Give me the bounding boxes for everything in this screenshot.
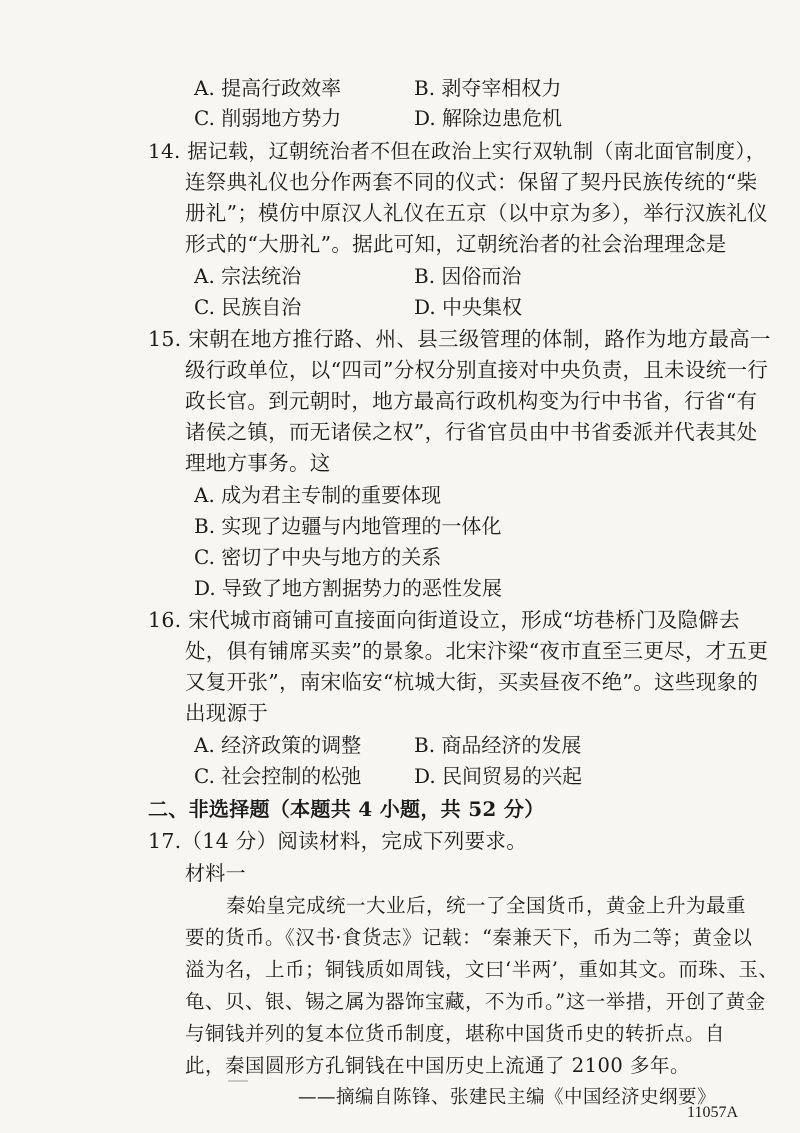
q14-line-4: 形式的“大册礼”。据此可知，辽朝统治者的社会治理理念是 bbox=[185, 232, 727, 256]
scan-mark bbox=[228, 1080, 248, 1082]
q15-line-2: 级行政单位，以“四司”分权分别直接对中央负责，且未设统一行 bbox=[185, 358, 769, 382]
q17-material-line-1: 秦始皇完成统一大业后，统一了全国货币，黄金上升为最重 bbox=[226, 894, 747, 917]
q13-option-c: C. 削弱地方势力 bbox=[194, 106, 342, 130]
q16-line-3: 又复开张”，南宋临安“杭城大街，买卖昼夜不绝”。这些现象的 bbox=[185, 670, 759, 694]
q15-line-1: 15. 宋朝在地方推行路、州、县三级管理的体制，路作为地方最高一 bbox=[148, 327, 771, 351]
q17-source-citation: ——摘编自陈锋、张建民主编《中国经济史纲要》 bbox=[298, 1087, 717, 1108]
q15-line-5: 理地方事务。这 bbox=[185, 451, 331, 475]
q15-option-b: B. 实现了边疆与内地管理的一体化 bbox=[194, 514, 502, 538]
q13-option-a: A. 提高行政效率 bbox=[194, 76, 342, 100]
q14-line-1: 14. 据记载，辽朝统治者不但在政治上实行双轨制（南北面官制度）， bbox=[148, 139, 767, 163]
q14-line-2: 连祭典礼仪也分作两套不同的仪式：保留了契丹民族传统的“柴 bbox=[185, 170, 758, 194]
q16-option-d: D. 民间贸易的兴起 bbox=[414, 764, 583, 788]
q14-option-c: C. 民族自治 bbox=[194, 295, 302, 319]
section-2-heading: 二、非选择题（本题共 4 小题，共 52 分） bbox=[148, 797, 545, 821]
q15-line-3: 政长官。到元朝时，地方最高行政机构变为行中书省，行省“有 bbox=[185, 389, 758, 413]
q14-line-3: 册礼”；模仿中原汉人礼仪在五京（以中京为多），举行汉族礼仪 bbox=[185, 201, 768, 225]
q17-material-line-4: 龟、贝、银、锡之属为器饰宝藏，不为币。”这一举措，开创了黄金 bbox=[185, 990, 766, 1013]
q16-line-4: 出现源于 bbox=[185, 701, 269, 725]
q14-option-b: B. 因俗而治 bbox=[414, 264, 522, 288]
q15-option-d: D. 导致了地方割据势力的恶性发展 bbox=[194, 576, 503, 600]
q14-option-a: A. 宗法统治 bbox=[194, 264, 302, 288]
q15-line-4: 诸侯之镇，而无诸侯之权”，行省官员由中书省委派并代表其处 bbox=[185, 420, 758, 444]
q17-material-line-5: 与铜钱并列的复本位货币制度，堪称中国货币史的转折点。自 bbox=[185, 1022, 726, 1045]
q15-option-a: A. 成为君主专制的重要体现 bbox=[194, 483, 442, 507]
q15-option-c: C. 密切了中央与地方的关系 bbox=[194, 545, 442, 569]
q16-line-1: 16. 宋代城市商铺可直接面向街道设立，形成“坊巷桥门及隐僻去 bbox=[148, 608, 740, 632]
q13-option-d: D. 解除边患危机 bbox=[414, 106, 563, 130]
q17-material-line-6: 此，秦国圆形方孔铜钱在中国历史上流通了 2100 多年。 bbox=[185, 1054, 691, 1077]
q17-material-line-2: 要的货币。《汉书·食货志》记载：“秦兼天下，币为二等；黄金以 bbox=[185, 926, 753, 949]
q17-prompt: 17.（14 分）阅读材料，完成下列要求。 bbox=[148, 829, 528, 853]
q16-line-2: 处，俱有铺席买卖”的景象。北宋汴梁“夜市直至三更尽，才五更 bbox=[185, 639, 769, 663]
page-code: 11057A bbox=[687, 1104, 738, 1121]
q16-option-b: B. 商品经济的发展 bbox=[414, 733, 582, 757]
q16-option-a: A. 经济政策的调整 bbox=[194, 733, 362, 757]
q14-option-d: D. 中央集权 bbox=[414, 295, 523, 319]
q17-material-line-3: 溢为名，上币；铜钱质如周钱，文曰‘半两’，重如其文。而珠、玉、 bbox=[185, 958, 779, 981]
q13-option-b: B. 剥夺宰相权力 bbox=[414, 76, 562, 100]
q16-option-c: C. 社会控制的松弛 bbox=[194, 764, 362, 788]
q17-material-label: 材料一 bbox=[185, 861, 246, 885]
